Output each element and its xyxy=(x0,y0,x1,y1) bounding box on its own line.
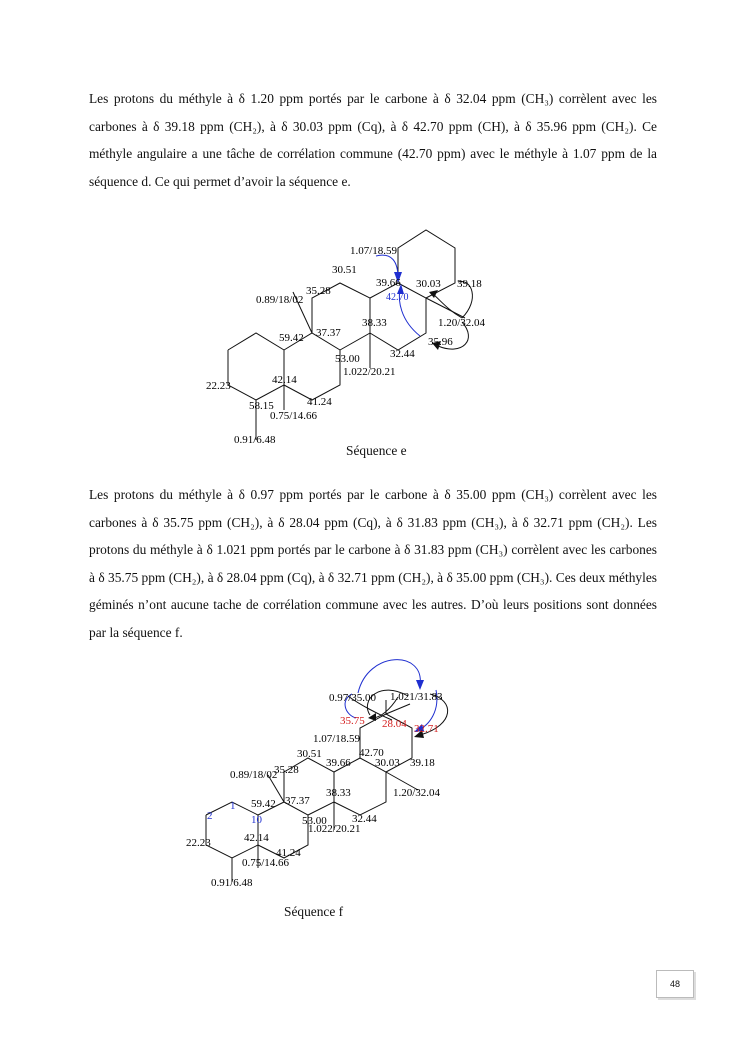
labels-f xyxy=(186,691,443,889)
label-53-00-f: 53.00 xyxy=(302,815,327,827)
label-0-89-18-02-f: 0.89/18/02 xyxy=(230,769,278,781)
label-position-10: 10 xyxy=(251,814,262,826)
page-number: 48 xyxy=(656,970,694,998)
label-1-20-32-04-f: 1.20/32.04 xyxy=(393,787,441,799)
label-58-15: 58.15 xyxy=(249,400,274,412)
label-32-44-f: 32.44 xyxy=(352,813,377,825)
label-30-03-f: 30.03 xyxy=(375,757,400,769)
label-42-70: 42.70 xyxy=(386,292,409,303)
label-37-37: 37.37 xyxy=(316,327,341,339)
label-30-51-f: 30.51 xyxy=(297,748,322,760)
label-position-2: 2 xyxy=(207,810,213,822)
label-39-18-f: 39.18 xyxy=(410,757,435,769)
paragraph-2: Les protons du méthyle à δ 0.97 ppm portés par le carbone à δ 35.00 ppm (CH₃) corrèlent avec les carbones à δ 35.75 ppm (CH₂), à δ 28.04 ppm (Cq), à δ 31.83 ppm (CH₃), à δ 32.71 ppm (CH₂). Les protons du méthyle à δ 1.021 ppm portés par le carbone à δ 31.83 ppm (CH₃) corrèlent avec les carbones à δ 35.75 ppm (CH₂), à δ 28.04 ppm (Cq), à δ 32.71 ppm (CH₂), à δ 35.00 ppm (CH₃). Ces deux méthyles géminés n’ont aucune tache de corrélation commune avec les autres. D’où leurs positions sont données par la séquence f. xyxy=(89,487,657,640)
label-1-07-18-59-f: 1.07/18.59 xyxy=(313,733,361,745)
label-35-96: 35.96 xyxy=(428,336,453,348)
label-53-00: 53.00 xyxy=(335,353,360,365)
label-1-022-20-21: 1.022/20.21 xyxy=(343,366,396,378)
label-22-23: 22.23 xyxy=(206,380,231,392)
label-42-70-f: 42.70 xyxy=(359,747,384,759)
label-position-1: 1 xyxy=(230,800,236,812)
label-0-91-6-48: 0.91/6.48 xyxy=(234,434,276,446)
label-0-97-35-00: 0.97/35.00 xyxy=(329,692,377,704)
label-39-66: 39.66 xyxy=(376,277,401,289)
label-35-28: 35.28 xyxy=(306,285,331,297)
label-35-28-f: 35.28 xyxy=(274,764,299,776)
label-1-07-18-59: 1.07/18.59 xyxy=(350,245,398,257)
label-0-75-14-66: 0.75/14.66 xyxy=(270,410,318,422)
label-1-021-31-83: 1.021/31.83 xyxy=(390,691,443,703)
label-39-18: 39.18 xyxy=(457,278,482,290)
label-59-42-f: 59.42 xyxy=(251,798,276,810)
label-32-71: 32.71 xyxy=(414,723,439,735)
label-0-89-18-02: 0.89/18/02 xyxy=(256,294,304,306)
label-22-23-f: 22.23 xyxy=(186,837,211,849)
label-30-51: 30.51 xyxy=(332,264,357,276)
paragraph-1: Les protons du méthyle à δ 1.20 ppm portés par le carbone à δ 32.04 ppm (CH₃) corrèlent avec les carbones à δ 39.18 ppm (CH₂), à δ 30.03 ppm (Cq), à δ 42.70 ppm (CH), à δ 35.96 ppm (CH₂). Ce méthyle angulaire a une tâche de corrélation commune (42.70 ppm) avec le méthyle à 1.07 ppm de la séquence d. Ce qui permet d’avoir la séquence e. xyxy=(89,91,657,189)
label-38-33-f: 38.33 xyxy=(326,787,351,799)
label-35-75: 35.75 xyxy=(340,715,365,727)
label-59-42: 59.42 xyxy=(279,332,304,344)
label-38-33: 38.33 xyxy=(362,317,387,329)
label-42-14-f: 42.14 xyxy=(244,832,269,844)
label-42-14: 42.14 xyxy=(272,374,297,386)
label-28-04: 28.04 xyxy=(382,718,407,730)
label-41-24-f: 41.24 xyxy=(276,847,301,859)
label-39-66-f: 39.66 xyxy=(326,757,351,769)
label-30-03: 30.03 xyxy=(416,278,441,290)
label-37-37-f: 37.37 xyxy=(285,795,310,807)
label-32-44: 32.44 xyxy=(390,348,415,360)
label-0-75-14-66-f: 0.75/14.66 xyxy=(242,857,290,869)
label-41-24: 41.24 xyxy=(307,396,332,408)
label-1-022-20-21-f: 1.022/20.21 xyxy=(308,823,361,835)
label-1-20-32-04: 1.20/32.04 xyxy=(438,317,486,329)
label-0-91-6-48-f: 0.91/6.48 xyxy=(211,877,253,889)
caption-sequence-e: Séquence e xyxy=(346,443,407,458)
caption-sequence-f: Séquence f xyxy=(284,904,344,919)
